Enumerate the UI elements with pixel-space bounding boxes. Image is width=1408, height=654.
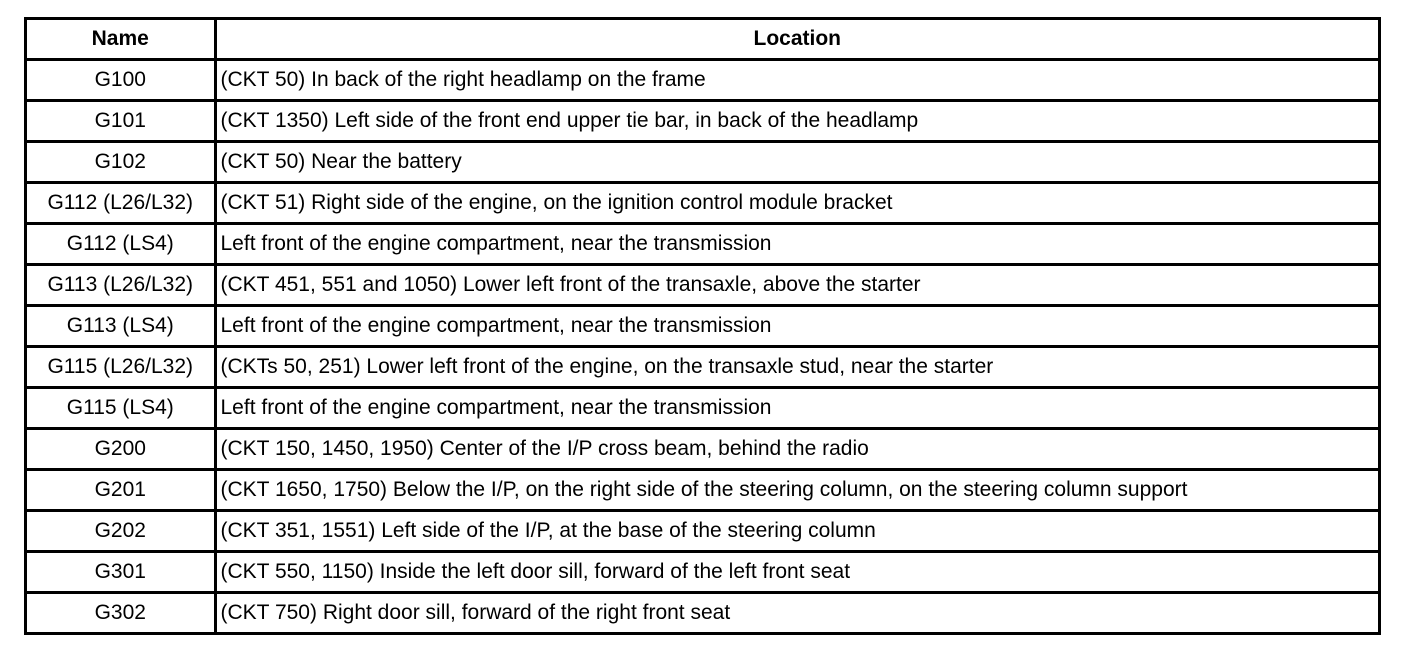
table-row: [27, 511, 1378, 552]
ground-name-cell: G100: [27, 60, 215, 101]
ground-name-cell: G102: [27, 142, 215, 183]
table-row: [27, 60, 1378, 101]
table-row: [27, 593, 1378, 633]
ground-name-cell: G302: [27, 593, 215, 633]
ground-location-cell: (CKT 50) Near the battery: [215, 142, 1378, 183]
column-header-name: Name: [27, 20, 215, 60]
ground-location-cell: Left front of the engine compartment, near the transmission: [215, 224, 1378, 265]
table-row: [27, 347, 1378, 388]
ground-location-cell: (CKT 50) In back of the right headlamp on the frame: [215, 60, 1378, 101]
ground-name-cell: G113 (LS4): [27, 306, 215, 347]
ground-location-cell: (CKT 750) Right door sill, forward of the right front seat: [220, 601, 731, 624]
table-row: [27, 183, 1378, 224]
ground-name-cell: G115 (L26/L32): [27, 347, 215, 388]
ground-location-cell: (CKT 451, 551 and 1050) Lower left front of the transaxle, above the starter: [215, 265, 1378, 306]
ground-name-cell: G101: [27, 101, 215, 142]
table-row: [27, 470, 1378, 511]
ground-name-cell: G113 (L26/L32): [27, 265, 215, 306]
table-row: [27, 388, 1378, 429]
ground-name-cell: G301: [27, 552, 215, 593]
ground-name-cell: G201: [27, 470, 215, 511]
table-row: [27, 101, 1378, 142]
table-row: [27, 224, 1378, 265]
ground-name-cell: G200: [27, 429, 215, 470]
column-header-location: Location: [215, 20, 1378, 60]
ground-name-cell: G202: [27, 511, 215, 552]
ground-name-cell: G112 (LS4): [27, 224, 215, 265]
table: [27, 20, 1378, 632]
ground-location-cell: (CKT 1350) Left side of the front end upper tie bar, in back of the headlamp: [215, 101, 1378, 142]
ground-location-cell: (CKT 1650, 1750) Below the I/P, on the right side of the steering column, on the steering column support: [215, 470, 1378, 511]
table-row: [27, 142, 1378, 183]
ground-name-cell: G112 (L26/L32): [27, 183, 215, 224]
ground-location-cell: (CKT 550, 1150) Inside the left door sill, forward of the left front seat: [215, 552, 1378, 593]
table-row: [27, 552, 1378, 593]
ground-location-cell: (CKT 351, 1551) Left side of the I/P, at the base of the steering column: [215, 511, 1378, 552]
table-row: [27, 429, 1378, 470]
ground-location-cell: (CKT 51) Right side of the engine, on the ignition control module bracket: [215, 183, 1378, 224]
ground-location-cell: (CKTs 50, 251) Lower left front of the engine, on the transaxle stud, near the starter: [215, 347, 1378, 388]
ground-location-cell: Left front of the engine compartment, near the transmission: [215, 306, 1378, 347]
ground-location-cell: Left front of the engine compartment, near the transmission: [215, 388, 1378, 429]
ground-location-cell: (CKT 150, 1450, 1950) Center of the I/P cross beam, behind the radio: [215, 429, 1378, 470]
table-row: [27, 265, 1378, 306]
table-row: [27, 306, 1378, 347]
ground-locations-table: [24, 17, 1381, 635]
table-header-row: [27, 20, 1378, 60]
ground-name-cell: G115 (LS4): [27, 388, 215, 429]
